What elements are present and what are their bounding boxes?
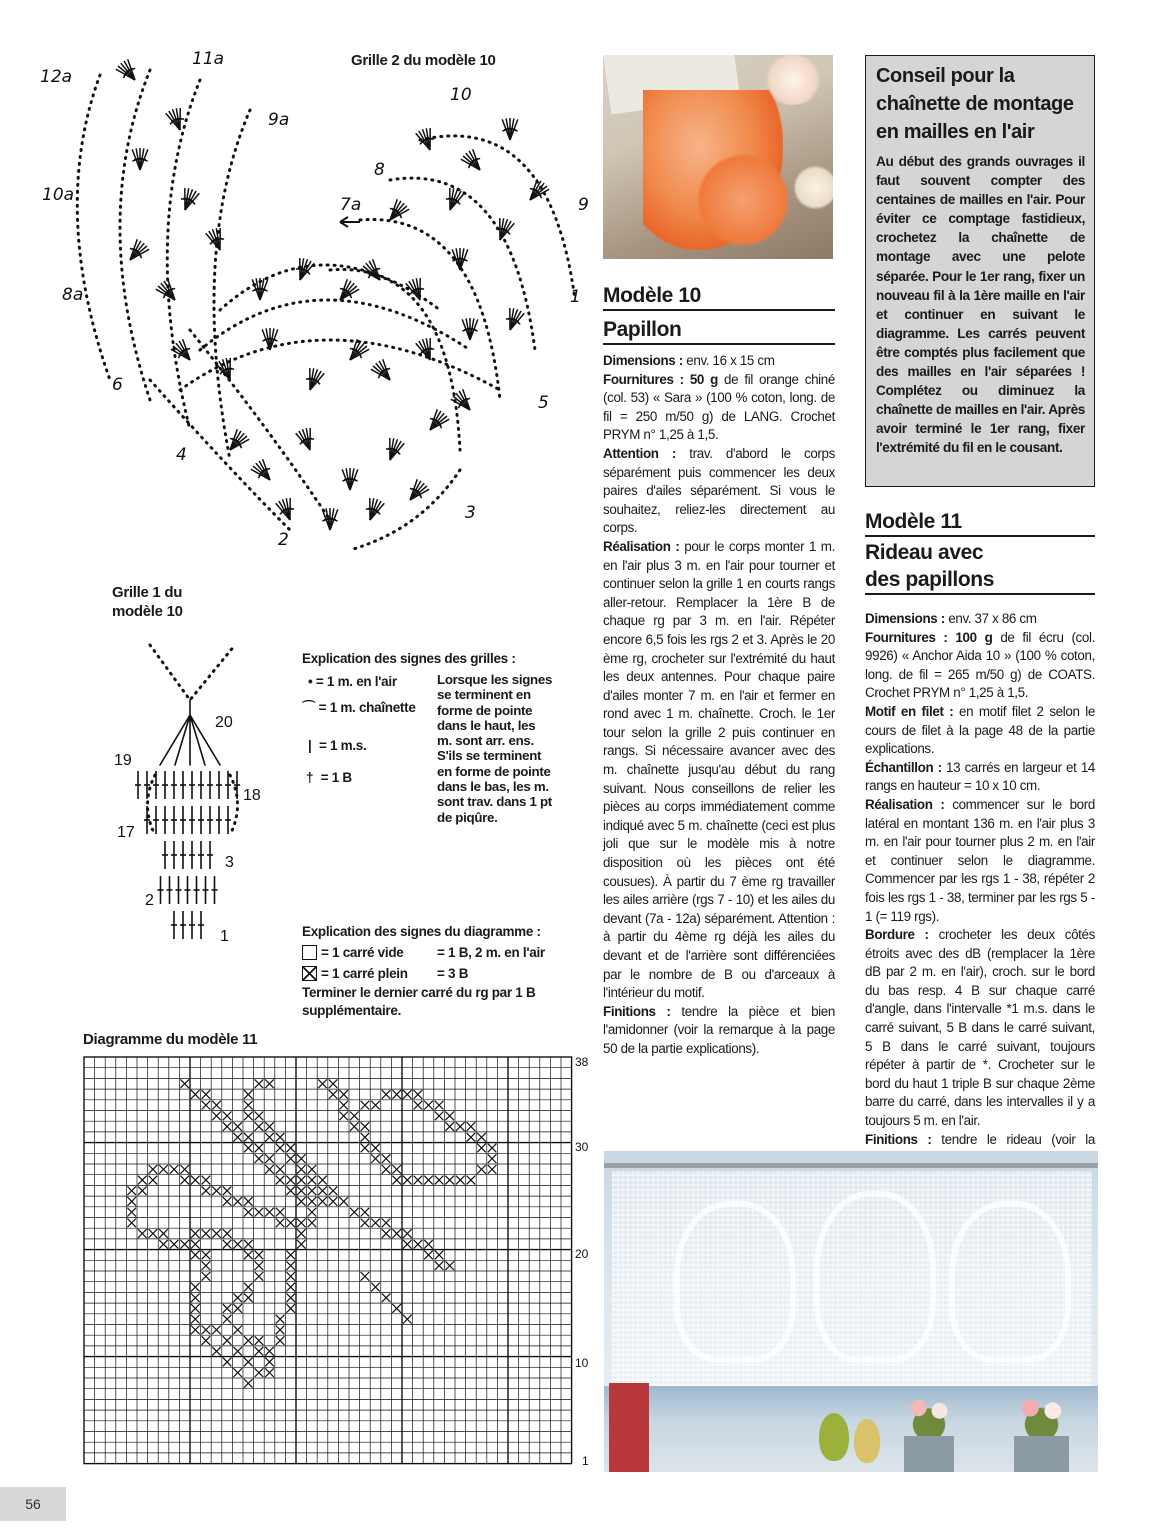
dot-symbol-icon: • [308,674,313,689]
grid1-title: Grille 1 du modèle 10 [112,584,183,620]
grid2-label: 7a [340,195,362,215]
b-symbol-icon: † [306,770,314,785]
legend-ms: | = 1 m.s. [308,738,367,753]
legend-diagram: Explication des signes du diagramme : = 1 carré vide = 1 B, 2 m. en l'air = 1 carré plein = 3 B Terminer le dernier carré du rg par 1 B supplémentaire. [302,921,545,1020]
model10-text: Dimensions : env. 16 x 15 cm Fournitures : 50 g de fil orange chiné (col. 53) « Sara » (100 % coton, long. de fil = 250 m/50 g) de LANG. Crochet PRYM n° 1,25 à 1,5. Attention : trav. d'abord le corps séparément puis commencer les deux paires d'ailes séparément. Si vous le souhaitez, reliez-les directement au corps. Réalisation : pour le corps monter 1 m. en l'air plus 3 m. en l'air pour tourner et continuer selon la grille 1 en courts rangs aller-retour. Remplacer la 1ère B de chaque rg par 3 m. en l'air. Répéter encore 6,5 fois les rgs 2 et 3. Après le 20 ème rg, crocheter sur l'extrémité du haut les deux antennes. Pour chaque paire d'ailes monter 7 m. en l'air et fermer en rond avec 1 m. chaînette. Croch. le 1er tour selon la grille 2 puis continuer en rangs. Si nécessaire avancer avec des m. chaînette jusqu'au début du rang suivant. Nous conseillons de relier les pièces au corps immédiatement comme indiqué avec 5 m. chaînette (ceci est plus joli que sur le modèle mis à notre disposition où les pièces ont été cousues). À partir du 7 ème rg travailler les ailes arrière (rgs 7 - 10) et les ailes du devant (7a - 12a) séparément. Attention : à partir du 4ème rg déjà les ailes du devant et de l'arrière sont différenciées par le nombre de B ou d'arceaux à l'intérieur du motif. Finitions : tendre la pièce et bien l'amidonner (voir la remarque à la page 50 de la partie explications). [603,353,836,1056]
model11-text: Dimensions : env. 37 x 86 cm Fournitures : 100 g de fil écru (col. 9926) « Anchor Aida 10 » (100 % coton, long. de fil = 265 m/50 g) de COATS. Crochet PRYM n° 1,25 à 1,5. Motif en filet : en motif filet 2 selon le cours de filet à la page 48 de la partie explications. Échantillon : 13 carrés en largeur et 14 rangs en hauteur = 10 x 10 cm. Réalisation : commencer sur le bord latéral en montant 136 m. en l'air plus 3 m. en l'air pour tourner plus 2 m. en l'air et continuer selon le diagramme. Commencer par les rgs 1 - 38, répéter 2 fois les rgs 1 - 38, terminer par les rgs 5 - 1 (= 119 rgs). Bordure : crocheter les deux côtés étroits avec des dB (remplacer la 1ère dB par 2 m. en l'air), croch. sur le bord du bas resp. 4 B sur chaque carré d'angle, dans l'intervalle *1 m.s. dans le carré suivant, 5 B dans le carré suivant, 5 B dans le carré suivant, toujours répéter à partir de *. Crocheter sur le bord du haut 1 triple B sur chaque 2ème barre du carré, dans les intervalles il y a toujours 5 m. en l'air. Finitions : tendre le rideau (voir la [865,611,1096,1147]
conseil-box [865,55,1095,487]
grid2-label: 5 [538,393,549,413]
conseil-title: Conseil pour la chaînette de montage en mailles en l'air [876,65,1074,143]
legend-empty: = 1 carré vide = 1 B, 2 m. en l'air [302,942,545,963]
diagram-row-label: 38 [575,1055,589,1069]
grid2-label: 4 [176,445,187,465]
grid1-chart [100,635,290,955]
grid1-label: 19 [114,752,132,769]
diagram-row-label: 1 [582,1454,589,1468]
diagram-row-label: 30 [575,1140,589,1154]
conseil-body: Au début des grands ouvrages il faut souvent compter des centaines de mailles en l'air. Pour éviter ce comptage fastidieux, crochetez la chaînette de montage avec une pelote séparée. Pour le 1er rang, fixer un nouveau fil à la 1ère maille en l'air et continuer en suivant le diagramme. Les carrés peuvent être comptés plus facilement que des mailles en l'air séparées ! Complétez ou diminuez la chaînette de mailles en l'air. Après avoir terminé le 1er rang, fixer l'extrémité du fil en le cousant. [876,154,1085,456]
legend-diagram-title: Explication des signes du diagramme : [302,924,541,939]
grid2-label: 8a [62,285,84,305]
diagram-title: Diagramme du modèle 11 [83,1031,258,1048]
grid2-label: 3 [465,503,476,523]
legend-air: • = 1 m. en l'air [308,674,397,689]
grid1-label: 2 [145,892,154,909]
ms-symbol-icon: | [308,738,312,753]
legend-grids-title: Explication des signes des grilles : [302,651,516,666]
grid2-label: 11a [192,50,225,69]
grid2-chart [30,50,605,580]
model10-title: Modèle 10 Papillon [603,282,835,345]
grid1-label: 20 [215,714,233,731]
page-number: 56 [0,1487,66,1521]
legend-grids [302,651,572,670]
chain-symbol-icon: ⌒ [302,700,316,715]
legend-chain: ⌒ = 1 m. chaînette [302,700,416,715]
grid2-label: 10a [42,185,75,205]
grid2-label: 1 [570,287,581,307]
grid1-label: 3 [225,854,234,871]
diagram-row-label: 20 [575,1247,589,1261]
legend-note: Lorsque les signes se terminent en forme de pointe dans le haut, les m. sont arr. ens. S'ils se terminent en forme de pointe dans le bas, les m. sont trav. dans 1 pt de piqûre. [437,672,553,825]
butterfly-photo [603,55,833,259]
grid1-label: 1 [220,928,229,945]
legend-full: = 1 carré plein = 3 B [302,963,545,984]
grid2-label: 6 [112,375,123,395]
empty-square-icon [302,945,317,960]
filet-diagram [82,1055,602,1475]
grid2-label: 8 [374,160,385,180]
crossed-square-icon [302,966,317,981]
grid2-label: 12a [40,67,73,87]
grid1-label: 18 [243,787,261,804]
grid1-label: 17 [117,824,135,841]
grid2-label: 9 [578,195,589,215]
grid2-label: 10 [450,85,472,105]
diagram-row-label: 10 [575,1356,589,1370]
model11-title: Modèle 11 Rideau avec des papillons [865,508,1095,595]
grid2-label: 2 [278,530,289,550]
legend-b: † = 1 B [306,770,352,785]
grid2-label: 9a [268,110,290,130]
grid2-title: Grille 2 du modèle 10 [351,52,496,69]
curtain-photo [604,1151,1098,1472]
